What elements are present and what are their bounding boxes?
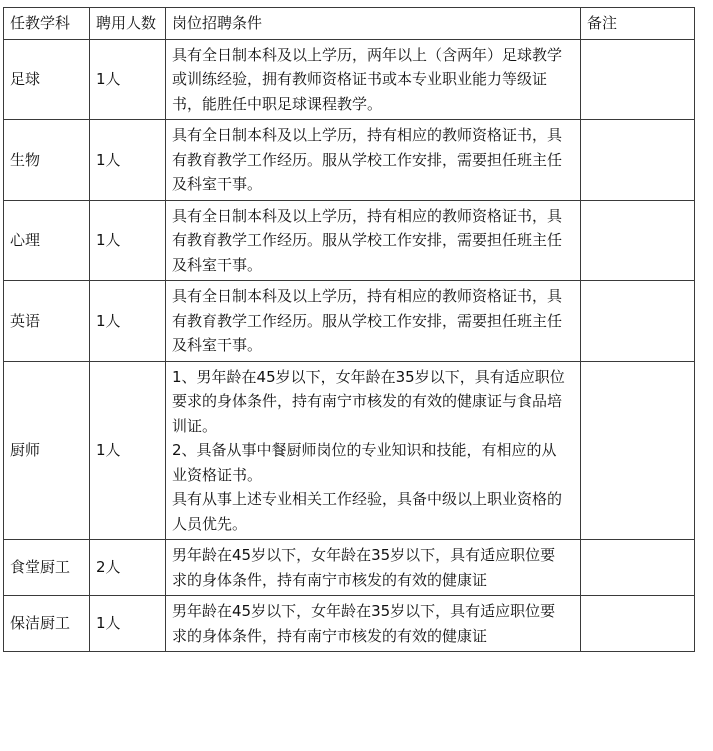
cell-remark [581,596,695,652]
cell-count: 1人 [90,281,166,362]
cell-requirements [166,200,581,281]
cell-subject: 厨师 [4,361,90,540]
cut-off-heading-strip [0,0,713,7]
header-requirements: 岗位招聘条件 [166,8,581,40]
header-count: 聘用人数 [90,8,166,40]
cell-subject: 生物 [4,120,90,201]
cell-remark [581,39,695,120]
cell-subject: 足球 [4,39,90,120]
table-row [4,361,695,540]
cell-count: 2人 [90,540,166,596]
table-header-row [4,8,695,40]
cell-remark [581,281,695,362]
cell-remark [581,120,695,201]
requirement-paragraph: 具有全日制本科及以上学历，持有相应的教师资格证书，具有教育教学工作经历。服从学校工作安排，需要担任班主任及科室干事。 [172,287,563,354]
cell-requirements [166,120,581,201]
recruitment-table [3,7,695,652]
table-row [4,120,695,201]
cell-remark [581,361,695,540]
cell-requirements [166,39,581,120]
cell-count: 1人 [90,200,166,281]
requirement-paragraph: 2、具备从事中餐厨师岗位的专业知识和技能，有相应的从业资格证书。 [172,441,557,484]
cell-requirements [166,540,581,596]
header-subject: 任教学科 [4,8,90,40]
requirement-paragraph: 具有全日制本科及以上学历，两年以上（含两年）足球教学或训练经验，拥有教师资格证书或本专业职业能力等级证书，能胜任中职足球课程教学。 [172,45,563,113]
cell-count: 1人 [90,361,166,540]
cut-off-heading-text [20,0,25,7]
requirement-paragraph: 男年龄在45岁以下，女年龄在35岁以下，具有适应职位要求的身体条件，持有南宁市核发的有效的健康证 [172,546,556,589]
table-row [4,39,695,120]
header-remark: 备注 [581,8,695,40]
cell-requirements [166,361,581,540]
requirement-paragraph: 具有全日制本科及以上学历，持有相应的教师资格证书，具有教育教学工作经历。服从学校工作安排，需要担任班主任及科室干事。 [172,206,563,274]
requirement-paragraph: 具有从事上述专业相关工作经验，具备中级以上职业资格的人员优先。 [172,490,563,533]
requirement-paragraph: 1、男年龄在45岁以下，女年龄在35岁以下，具有适应职位要求的身体条件，持有南宁市核发的有效的健康证与食品培训证。 [172,367,565,435]
cell-count: 1人 [90,596,166,652]
cell-subject: 食堂厨工 [4,540,90,596]
cell-remark [581,200,695,281]
cell-requirements [166,281,581,362]
table-row [4,540,695,596]
cell-count: 1人 [90,120,166,201]
table-row [4,200,695,281]
cell-remark [581,540,695,596]
cell-subject: 英语 [4,281,90,362]
cell-subject: 保洁厨工 [4,596,90,652]
cell-subject: 心理 [4,200,90,281]
table-row [4,596,695,652]
cell-count: 1人 [90,39,166,120]
requirement-paragraph: 具有全日制本科及以上学历，持有相应的教师资格证书，具有教育教学工作经历。服从学校工作安排，需要担任班主任及科室干事。 [172,126,563,193]
cell-requirements [166,596,581,652]
requirement-paragraph: 男年龄在45岁以下，女年龄在35岁以下，具有适应职位要求的身体条件，持有南宁市核发的有效的健康证 [172,602,556,645]
table-row [4,281,695,362]
